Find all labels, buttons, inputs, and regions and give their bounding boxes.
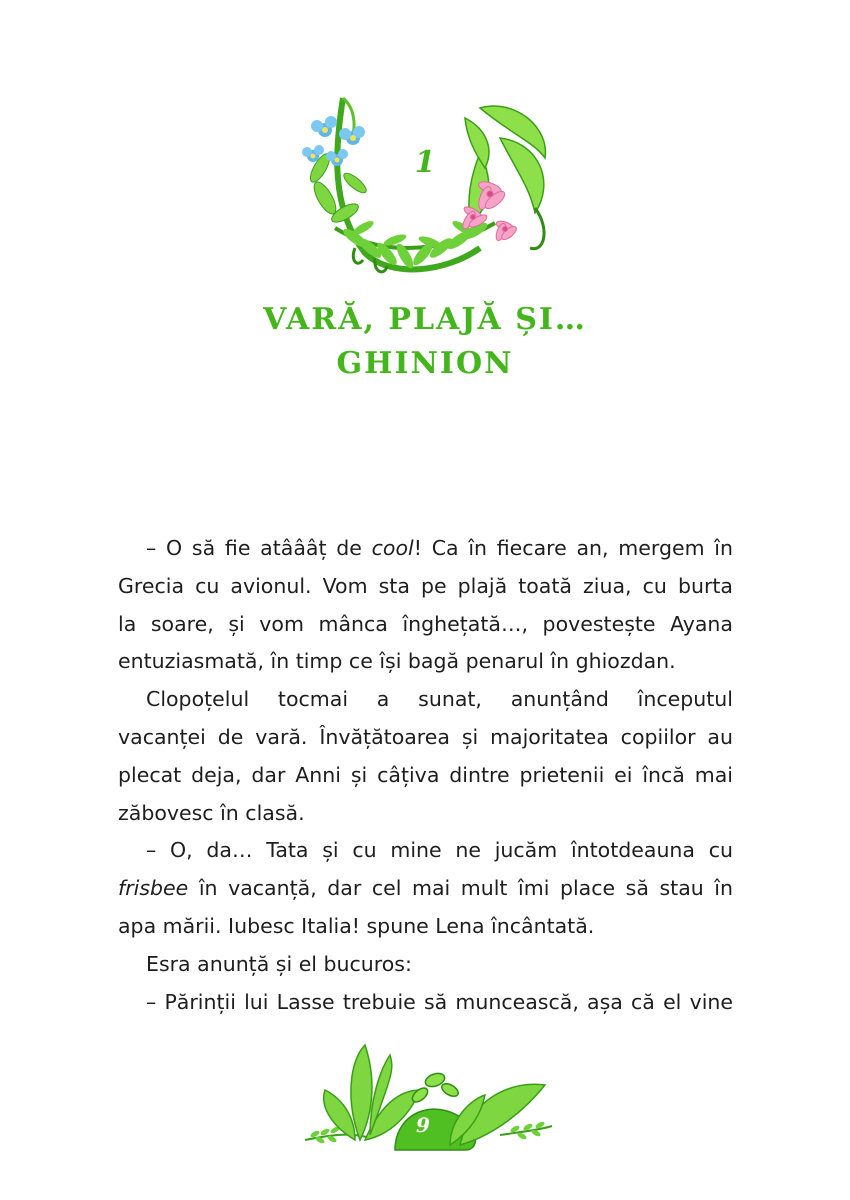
page-number: 9 (416, 1113, 430, 1137)
text-line: Grecia cu avionul. Vom sta pe plajă toată ziua, cu burta (118, 573, 733, 598)
right-leaves (465, 106, 545, 223)
pink-lily-icon (476, 179, 507, 211)
text-line: vacanței de vară. Învățătoarea și majoritatea copiilor au (118, 724, 733, 749)
text-line: – O, da… Tata și cu mine ne jucăm întotdeauna cu (146, 838, 733, 863)
blue-flower-icon (311, 116, 337, 137)
right-leaves (450, 1084, 545, 1145)
text-line: apa mării. Iubesc Italia! spune Lena încântată. (118, 913, 595, 938)
emphasis-text: frisbee (118, 876, 189, 901)
text-line: Esra anunță și el bucuros: (146, 951, 412, 976)
chapter-title-line: VARĂ, PLAJĂ ȘI… (263, 302, 587, 337)
text-line: Clopoțelul tocmai a sunat, anunțând începutul (146, 687, 733, 712)
blue-flower-icon (339, 126, 365, 145)
text-line: entuziasmată, în timp ce își bagă penarul în ghiozdan. (118, 649, 676, 674)
chapter-number: 1 (414, 145, 436, 180)
text-run: în vacanță, dar cel mai mult îmi place să stau în (188, 876, 733, 901)
chapter-title (150, 298, 700, 386)
text-run: ! Ca în fiecare an, mergem în (413, 536, 733, 560)
text-line (118, 530, 733, 568)
text-line: – Părinții lui Lasse trebuie să muncească, așa că el vine (146, 989, 733, 1014)
right-tendril (530, 208, 544, 249)
text-line: la soare, și vom mânca înghețată…, povestește Ayana (118, 611, 733, 636)
chapter-title-line: GHINION (336, 346, 514, 381)
pink-lily-icon (494, 219, 518, 242)
text-line: plecat deja, dar Anni și câțiva dintre prietenii ei încă mai (118, 762, 733, 787)
body-text (118, 530, 733, 1021)
text-line (118, 870, 733, 908)
footer-plant-illustration (300, 1040, 555, 1160)
text-run: – O să fie atâââț de (146, 536, 372, 560)
text-line: zăbovesc în clasă. (118, 800, 305, 825)
emphasis-text: cool (371, 536, 414, 560)
leaf-wreath-illustration (295, 88, 560, 278)
